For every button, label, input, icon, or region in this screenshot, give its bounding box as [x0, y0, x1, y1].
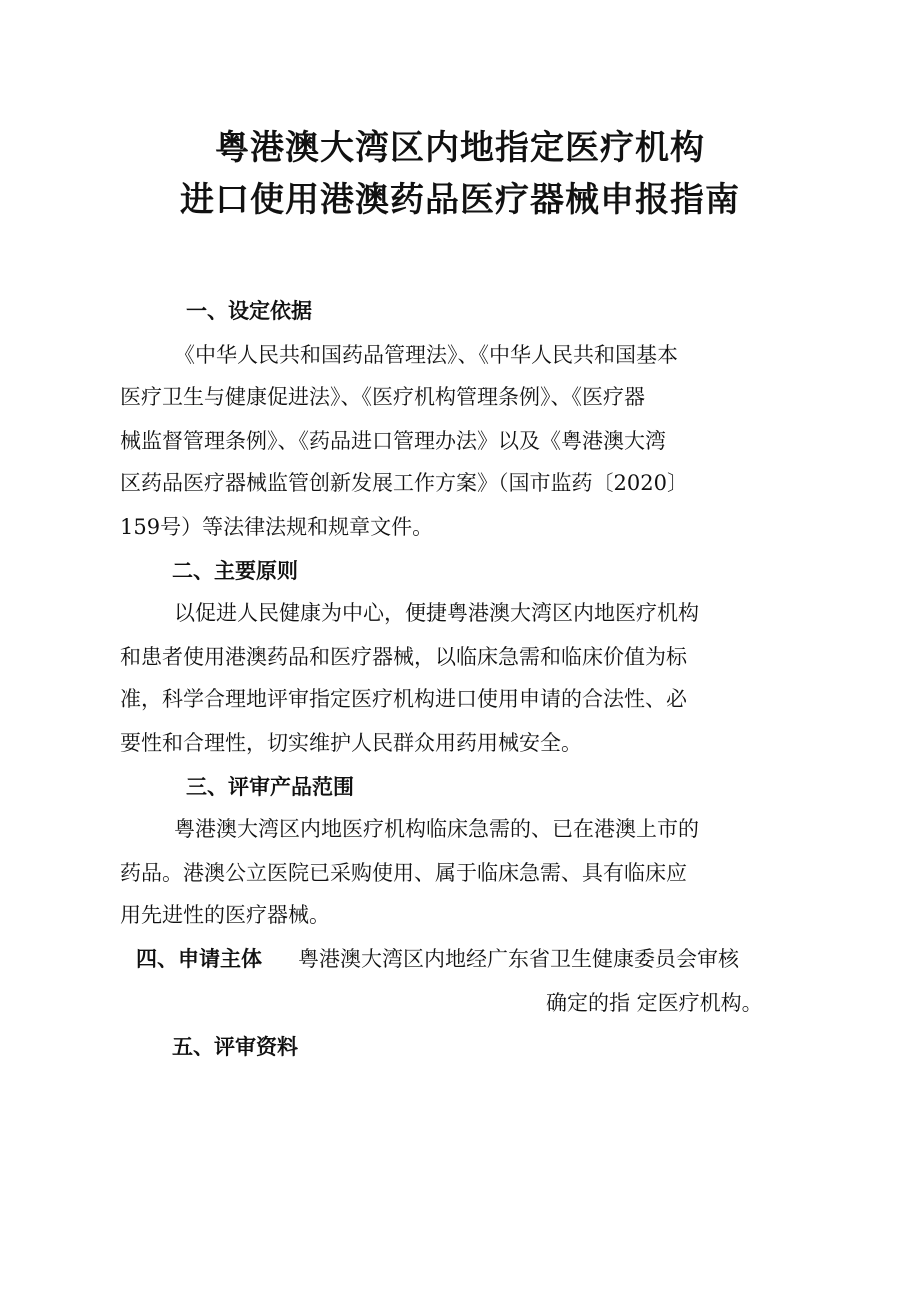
section-1-line-5: 159号）等法律法规和规章文件。: [120, 515, 434, 539]
section-3-heading: 三、评审产品范围: [186, 775, 354, 799]
section-2-line-1: 以促进人民健康为中心，便捷粤港澳大湾区内地医疗机构: [174, 601, 699, 625]
section-3-line-1: 粤港澳大湾区内地医疗机构临床急需的、已在港澳上市的: [174, 817, 699, 841]
section-3-line-3: 用先进性的医疗器械。: [120, 903, 330, 927]
section-2-line-2: 和患者使用港澳药品和医疗器械，以临床急需和临床价值为标: [120, 645, 687, 669]
document-title-line-1: 粤港澳大湾区内地指定医疗机构: [215, 128, 705, 168]
section-1-line-2: 医疗卫生与健康促进法》、《医疗机构管理条例》、《医疗器: [120, 385, 645, 409]
section-1-heading: 一、设定依据: [186, 299, 312, 323]
document-title-line-2: 进口使用港澳药品医疗器械申报指南: [180, 180, 740, 220]
section-2-line-4: 要性和合理性，切实维护人民群众用药用械安全。: [120, 731, 582, 755]
section-1-line-4: 区药品医疗器械监管创新发展工作方案》（国市监药〔2020〕: [120, 471, 688, 495]
section-4-heading: 四、申请主体: [136, 947, 262, 971]
section-4-line-2: 确定的指 定医疗机构。: [546, 991, 763, 1015]
section-1-line-3: 械监督管理条例》、《药品进口管理办法》以及《粤港澳大湾: [120, 429, 666, 453]
section-1-line-1: 《中华人民共和国药品管理法》、《中华人民共和国基本: [174, 343, 678, 367]
section-2-line-3: 准，科学合理地评审指定医疗机构进口使用申请的合法性、必: [120, 687, 687, 711]
section-3-line-2: 药品。港澳公立医院已采购使用、属于临床急需、具有临床应: [120, 861, 687, 885]
section-4-line-1: 粤港澳大湾区内地经广东省卫生健康委员会审核: [298, 947, 739, 971]
section-2-heading: 二、主要原则: [172, 559, 298, 583]
section-5-heading: 五、评审资料: [172, 1035, 298, 1059]
